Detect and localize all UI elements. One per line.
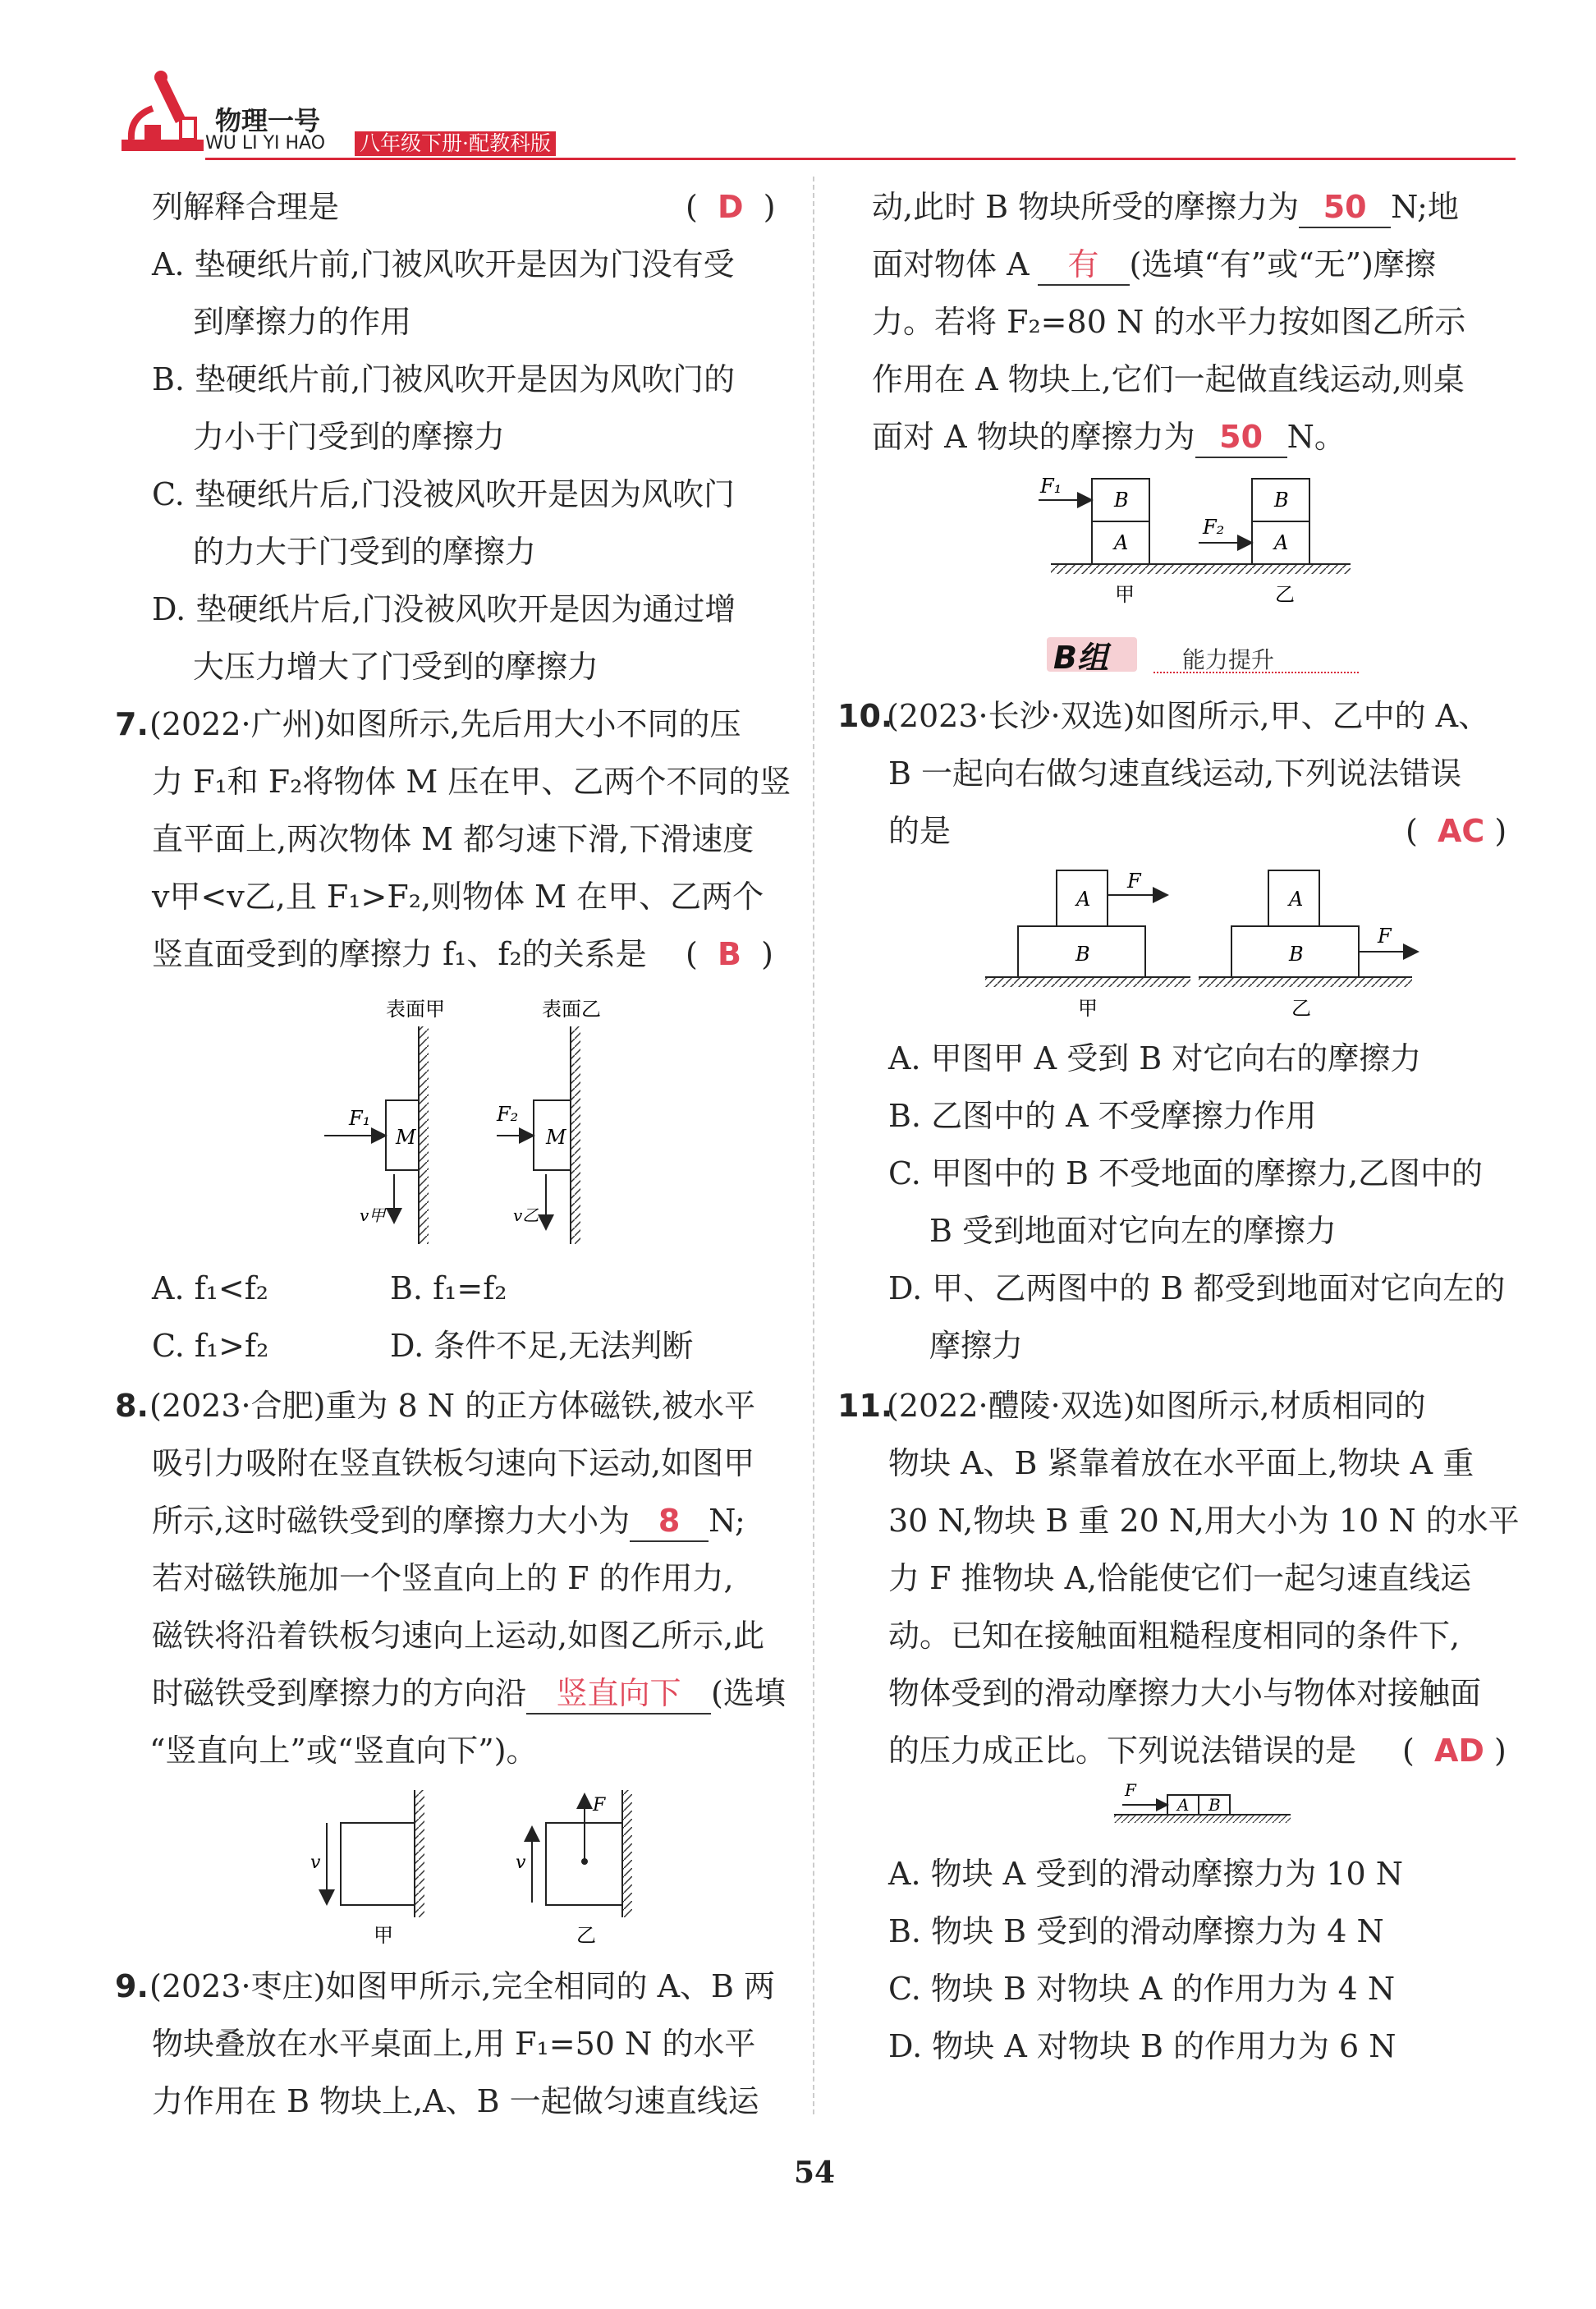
header-rule — [205, 158, 1516, 160]
q11-answer-box: ( AD ) — [1402, 1733, 1507, 1769]
q9-fig-b-jia: B — [1114, 489, 1129, 512]
q6-option-d: D. 垫硬纸片后,门没被风吹开是因为通过增 — [152, 591, 736, 627]
q9-fig-f1: F₁ — [1040, 475, 1062, 498]
q8-line-7: “竖直向上”或“竖直向下”)。 — [149, 1733, 538, 1769]
q10-line-1: (2023·长沙·双选)如图所示,甲、乙中的 A、 — [887, 698, 1490, 734]
q10-answer: AC — [1437, 813, 1485, 849]
q9-fig-b-yi: B — [1274, 489, 1289, 512]
q6-option-a: A. 垫硬纸片前,门被风吹开是因为门没有受 — [152, 246, 735, 282]
q8-label-yi: 乙 — [576, 1924, 596, 1947]
q8-label-jia: 甲 — [374, 1924, 393, 1947]
q11-line-1: (2022·醴陵·双选)如图所示,材质相同的 — [887, 1388, 1426, 1424]
section-b-title: 能力提升 — [1182, 646, 1275, 673]
q8-line-6-tail: (选填 — [711, 1675, 786, 1711]
q8-blank-1: 8 — [658, 1503, 681, 1539]
q9-blank-2: 有 — [1067, 246, 1099, 282]
q6-option-b-cont: 力小于门受到的摩擦力 — [193, 419, 506, 455]
q8-line-6-text: 时磁铁受到摩擦力的方向沿 — [152, 1675, 527, 1711]
q8-magnet-a — [341, 1823, 415, 1905]
q10-fig-f-jia: F — [1127, 870, 1141, 893]
section-b-header — [1047, 631, 1375, 680]
q8-number: 8. — [115, 1388, 149, 1424]
q7-line-3: 直平面上,两次物体 M 都匀速下滑,下滑速度 — [152, 821, 754, 857]
q10-fig-a-yi: A — [1289, 888, 1304, 911]
q11-number: 11. — [837, 1388, 893, 1424]
q6-option-c: C. 垫硬纸片后,门没被风吹开是因为风吹门 — [152, 476, 735, 512]
q9-figure — [1030, 470, 1359, 613]
q9-r1-tail: N;地 — [1391, 189, 1459, 225]
q11-answer: AD — [1433, 1733, 1484, 1769]
q6-option-b: B. 垫硬纸片前,门被风吹开是因为风吹门的 — [152, 361, 736, 397]
q9-line-3: 力作用在 B 物块上,A、B 一起做匀速直线运 — [152, 2083, 759, 2119]
q10-option-d: D. 甲、乙两图中的 B 都受到地面对它向左的 — [888, 1270, 1506, 1306]
q7-answer: B — [717, 936, 741, 972]
q9-right-line-1 — [872, 187, 1459, 228]
q6-stem-tail: 列解释合理是 — [152, 189, 340, 225]
q8-line-3-tail: N; — [709, 1503, 745, 1539]
q11-line-3: 30 N,物块 B 重 20 N,用大小为 10 N 的水平 — [888, 1503, 1520, 1539]
q11-option-a: A. 物块 A 受到的滑动摩擦力为 10 N — [888, 1856, 1403, 1892]
q11-option-d: D. 物块 A 对物块 B 的作用力为 6 N — [888, 2028, 1396, 2064]
q6-option-a-cont: 到摩擦力的作用 — [193, 304, 412, 340]
q6-answer: D — [717, 189, 744, 225]
q10-number: 10. — [837, 698, 893, 734]
q7-line-4: v甲<v乙,且 F₁>F₂,则物体 M 在甲、乙两个 — [152, 879, 764, 915]
q8-line-3 — [152, 1501, 745, 1542]
q11-fig-b: B — [1208, 1795, 1221, 1815]
q9-number: 9. — [115, 1968, 149, 2004]
q7-v-b-label: v乙 — [513, 1205, 539, 1225]
column-divider — [813, 177, 814, 2114]
q7-number: 7. — [115, 706, 149, 742]
q7-f2-label: F₂ — [497, 1103, 519, 1126]
q7-wall-b — [571, 1026, 580, 1244]
section-b-group: B组 — [1053, 640, 1108, 676]
q7-line-1: (2022·广州)如图所示,先后用大小不同的压 — [149, 706, 741, 742]
q11-line-6: 物体受到的滑动摩擦力大小与物体对接触面 — [888, 1675, 1482, 1711]
q11-option-c: C. 物块 B 对物块 A 的作用力为 4 N — [888, 1971, 1396, 2007]
q8-line-3-text: 所示,这时磁铁受到的摩擦力大小为 — [152, 1503, 631, 1539]
q8-figure — [296, 1786, 657, 1950]
q7-wall-a — [419, 1026, 429, 1244]
edition-badge: 八年级下册·配教科版 — [355, 131, 556, 156]
q7-option-d: D. 条件不足,无法判断 — [390, 1328, 694, 1364]
q7-option-c: C. f₁>f₂ — [152, 1328, 269, 1364]
q9-fig-a-yi: A — [1274, 531, 1289, 554]
q9-right-line-4: 作用在 A 物块上,它们一起做直线运动,则桌 — [872, 361, 1465, 397]
q9-line-1: (2023·枣庄)如图甲所示,完全相同的 A、B 两 — [149, 1968, 776, 2004]
q8-v-label-b: v — [516, 1852, 526, 1873]
q10-fig-b-jia: B — [1075, 943, 1090, 966]
q7-line-5: 竖直面受到的摩擦力 f₁、f₂的关系是 — [152, 936, 647, 972]
q9-r1-text: 动,此时 B 物块所受的摩擦力为 — [872, 189, 1300, 225]
q9-line-2: 物块叠放在水平桌面上,用 F₁=50 N 的水平 — [152, 2026, 756, 2062]
q10-fig-jia: 甲 — [1078, 997, 1098, 1020]
q6-answer-box: ( D ) — [686, 189, 776, 225]
q9-r5-tail: N。 — [1286, 419, 1346, 455]
q11-line-2: 物块 A、B 紧靠着放在水平面上,物块 A 重 — [888, 1445, 1474, 1481]
q7-option-b: B. f₁=f₂ — [390, 1270, 507, 1306]
q9-blank-3: 50 — [1219, 419, 1264, 455]
q9-r2-text: 面对物体 A — [872, 246, 1030, 282]
q6-option-c-cont: 的力大于门受到的摩擦力 — [193, 534, 537, 570]
q9-fig-f2: F₂ — [1203, 516, 1225, 539]
q11-fig-f: F — [1125, 1780, 1136, 1800]
q10-option-c: C. 甲图中的 B 不受地面的摩擦力,乙图中的 — [888, 1155, 1484, 1191]
q10-fig-yi: 乙 — [1291, 997, 1311, 1020]
q7-figure — [312, 989, 624, 1252]
page-number: 54 — [793, 2155, 836, 2190]
q11-line-5: 动。已知在接触面粗糙程度相同的条件下, — [888, 1618, 1461, 1654]
q8-line-6 — [152, 1673, 786, 1715]
q11-line-4: 力 F 推物块 A,恰能使它们一起匀速直线运 — [888, 1560, 1472, 1596]
q10-figure — [981, 861, 1424, 1025]
q11-figure — [1110, 1775, 1299, 1833]
q10-line-2: B 一起向右做匀速直线运动,下列说法错误 — [888, 755, 1462, 792]
q10-fig-a-jia: A — [1076, 888, 1091, 911]
q7-f1-label: F₁ — [349, 1107, 371, 1130]
q9-r5-text: 面对 A 物块的摩擦力为 — [872, 419, 1195, 455]
q8-v-label-a: v — [310, 1852, 321, 1873]
q10-option-c-cont: B 受到地面对它向左的摩擦力 — [929, 1213, 1337, 1249]
q10-option-d-cont: 摩擦力 — [929, 1328, 1024, 1364]
q8-line-2: 吸引力吸附在竖直铁板匀速向下运动,如图甲 — [152, 1445, 755, 1481]
q7-surface-a-label: 表面甲 — [386, 998, 445, 1021]
q8-line-4: 若对磁铁施加一个竖直向上的 F 的作用力, — [152, 1560, 734, 1596]
q7-m-label-a: M — [396, 1126, 416, 1149]
q7-m-label-b: M — [546, 1126, 566, 1149]
brand-title: 物理一号 — [215, 105, 321, 136]
q9-right-line-5 — [872, 417, 1346, 458]
q10-fig-b-yi: B — [1289, 943, 1304, 966]
q10-option-b: B. 乙图中的 A 不受摩擦力作用 — [888, 1098, 1317, 1134]
q11-fig-a: A — [1177, 1795, 1190, 1815]
microscope-logo-icon — [115, 67, 209, 158]
q10-line-3: 的是 — [888, 813, 952, 849]
q8-line-1: (2023·合肥)重为 8 N 的正方体磁铁,被水平 — [149, 1388, 756, 1424]
q7-surface-b-label: 表面乙 — [542, 998, 601, 1021]
q8-line-5: 磁铁将沿着铁板匀速向上运动,如图乙所示,此 — [152, 1618, 765, 1654]
q7-line-2: 力 F₁和 F₂将物体 M 压在甲、乙两个不同的竖 — [152, 764, 791, 800]
q9-right-line-2 — [872, 245, 1436, 286]
q8-blank-2: 竖直向下 — [556, 1675, 681, 1711]
q11-option-b: B. 物块 B 受到的滑动摩擦力为 4 N — [888, 1913, 1384, 1949]
q11-line-7: 的压力成正比。下列说法错误的是 — [888, 1733, 1357, 1769]
q9-blank-1: 50 — [1323, 189, 1367, 225]
q10-fig-f-yi: F — [1378, 925, 1392, 948]
q7-option-a: A. f₁<f₂ — [152, 1270, 269, 1306]
q9-r2-tail: (选填“有”或“无”)摩擦 — [1129, 246, 1436, 282]
q9-fig-jia: 甲 — [1115, 583, 1135, 606]
q7-answer-box: ( B ) — [686, 936, 773, 972]
q7-v-a-label: v甲 — [360, 1205, 386, 1225]
brand-pinyin: WU LI YI HAO — [205, 133, 326, 154]
q9-fig-yi: 乙 — [1275, 583, 1295, 606]
q9-right-line-3: 力。若将 F₂=80 N 的水平力按如图乙所示 — [872, 304, 1466, 340]
q10-option-a: A. 甲图甲 A 受到 B 对它向右的摩擦力 — [888, 1040, 1422, 1076]
q8-f-label: F — [593, 1795, 606, 1816]
q6-option-d-cont: 大压力增大了门受到的摩擦力 — [193, 649, 599, 685]
q10-answer-box: ( AC ) — [1406, 813, 1507, 849]
q9-fig-a-jia: A — [1114, 531, 1129, 554]
